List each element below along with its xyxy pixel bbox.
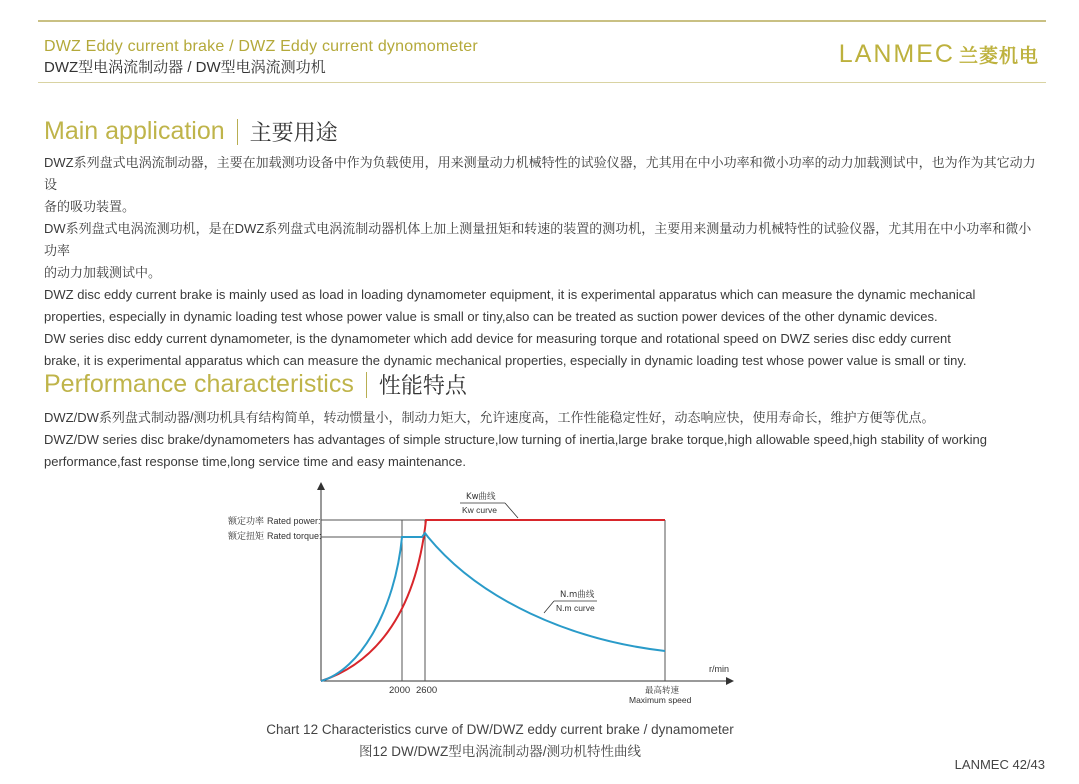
characteristics-chart [220,480,760,710]
main-application-title-en: Main application [44,117,225,145]
performance-title-cn: 性能特点 [378,373,467,398]
text-line: DW系列盘式电涡流测功机，是在DWZ系列盘式电涡流制动器机体上加上测量扭矩和转速的装置的测功机，主要用来测量动力机械特性的试验仪器，尤其用在中小功率和微小功率 [44,221,1032,258]
kw-annotation-leader [505,503,518,518]
text-line: DWZ/DW系列盘式制动器/测功机具有结构简单，转动惯量小，制动力矩大，允许速度高，工作性能稳定性好，动态响应快，使用寿命长，维护方便等优点。 [44,410,935,425]
main-application-heading [44,116,338,147]
text-line: DWZ/DW series disc brake/dynamometers has advantages of simple structure,low turning of inertia,large brake torque,high allowable speed,high stability of working [44,432,987,447]
performance-title-en: Performance characteristics [44,370,354,398]
kw-curve-label-cn: Kw曲线 [466,492,496,502]
text-line: DW series disc eddy current dynamometer, is the dynamometer which add device for measuring torque and rotational speed on DWZ series disc eddy current [44,331,951,346]
kw-curve [321,520,665,681]
header-title-cn: DWZ型电涡流制动器 / DW型电涡流测功机 [44,59,326,76]
x-axis-label: r/min [709,664,729,674]
nm-curve-label-en: N.m curve [556,603,595,613]
kw-curve-label-en: Kw curve [462,505,497,515]
heading-divider [366,372,367,398]
text-line: 备的吸功装置。 [44,199,136,214]
logo-word: LANMEC [838,40,955,68]
max-speed-label-en: Maximum speed [629,695,692,705]
rated-torque-label-en: Rated torque: [267,531,322,541]
top-rule [38,20,1046,22]
max-speed-label-cn: 最高转速 [645,686,680,696]
text-line: 的动力加载测试中。 [44,265,162,280]
text-line: DWZ系列盘式电涡流制动器，主要在加载测功设备中作为负载使用，用来测量动力机械特性的试验仪器，尤其用在中小功率和微小功率的动力加载测试中，也为作为其它动力设 [44,155,1036,192]
rated-torque-label-cn: 额定扭矩 [228,532,265,542]
header-rule [38,82,1046,83]
heading-divider [237,119,238,145]
nm-annotation-leader [544,601,554,613]
x-tick-label-2000: 2000 [389,685,411,696]
rated-power-label-cn: 额定功率 [228,517,265,527]
page-number: LANMEC 42/43 [954,757,1045,772]
rated-power-label-en: Rated power: [267,516,321,526]
logo-cn: 兰菱机电 [958,46,1039,67]
performance-text [44,407,1039,473]
text-line: performance,fast response time,long service time and easy maintenance. [44,454,466,469]
x-tick-label-2600: 2600 [416,685,438,696]
text-line: brake, it is experimental apparatus which can measure the dynamic mechanical properties, especially in dynamic loading test whose power value is small or tiny. [44,353,967,368]
header-title-en: DWZ Eddy current brake / DWZ Eddy current dynomometer [44,38,478,55]
caption-en: Chart 12 Characteristics curve of DW/DWZ eddy current brake / dynamometer [266,722,734,737]
nm-curve [321,533,665,681]
main-application-title-cn: 主要用途 [249,120,338,145]
main-application-text [44,152,1039,372]
performance-heading [44,369,467,400]
caption-cn: 图12 DW/DWZ型电涡流制动器/测功机特性曲线 [359,744,641,759]
nm-curve-label-cn: N.m曲线 [560,590,595,600]
lanmec-logo [839,40,1039,69]
text-line: DWZ disc eddy current brake is mainly used as load in loading dynamometer equipment, it is experimental apparatus which can measure the dynamic mechanical [44,287,976,302]
text-line: properties, especially in dynamic loading test whose power value is small or tiny,also can be treated as suction power devices of the other dynamic devices. [44,309,938,324]
